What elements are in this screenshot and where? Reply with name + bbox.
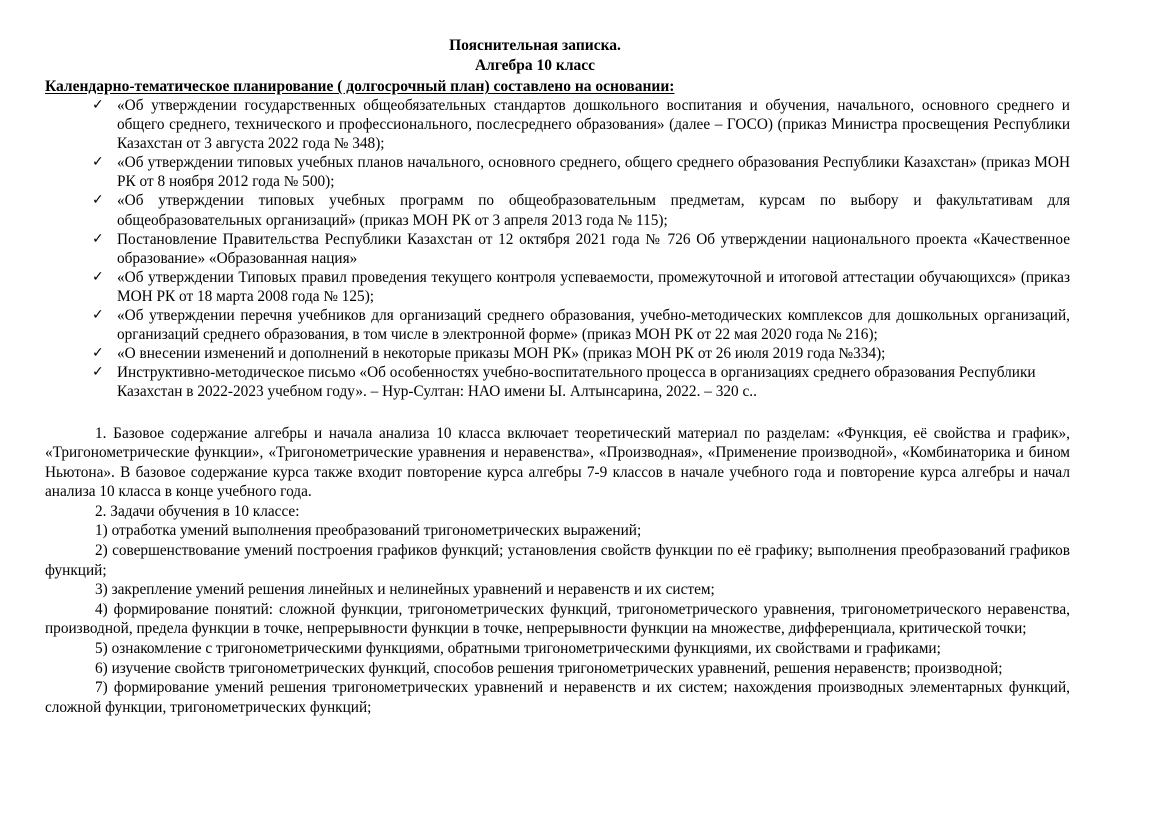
list-item-text: «Об утверждении типовых учебных планов начального, основного среднего, общего среднего образования Республики Казахстан» (приказ МОН РК от 8 ноября 2012 года № 500); <box>117 154 1070 191</box>
list-item-text: «Об утверждении типовых учебных программ по общеобразовательным предметам, курсам по выбору и факультативам для общеобразовательных организаций» (приказ МОН РК от 3 апреля 2013 года № 115); <box>117 192 1070 229</box>
paragraph: 3) закрепление умений решения линейных и нелинейных уравнений и неравенств и их систем; <box>95 581 715 599</box>
list-item-text: Инструктивно-методическое письмо «Об особенностях учебно-воспитательного процесса в организациях среднего образования Республики Казахстан в 2022-2023 учебном году». – Нур-Султан: НАО имени Ы. Алтынсарина, 2022. – 320 с.. <box>117 364 1036 401</box>
list-item-text: «Об утверждении Типовых правил проведения текущего контроля успеваемости, промежуточной и итоговой аттестации обучающихся» (приказ МОН РК от 18 марта 2008 года № 125); <box>117 268 1070 305</box>
list-item <box>45 344 1070 363</box>
check-icon: ✓ <box>92 364 104 381</box>
basis-heading <box>45 77 1070 96</box>
list-item <box>45 306 1070 344</box>
body-text-block <box>45 424 1070 718</box>
check-icon: ✓ <box>92 192 104 209</box>
list-item-text: «Об утверждении перечня учебников для организаций среднего образования, учебно-методических комплексов для дошкольных организаций, организаций среднего образования, в том числе в электронной форме» (приказ МОН РК от 22 мая 2020 года № 216); <box>117 307 1070 344</box>
paragraph: 4) формирование понятий: сложной функции, тригонометрических функций, тригонометрического уравнения, тригонометрического неравенства, производной, предела функции в точке, непрерывности функции в точке, непрерывности функции на множестве, дифференциала, критической точки; <box>45 600 1070 638</box>
list-item-text: Постановление Правительства Республики Казахстан от 12 октября 2021 года № 726 Об утверждении национального проекта «Качественное образование» «Образованная нация» <box>117 230 1070 267</box>
check-icon: ✓ <box>92 154 104 171</box>
paragraph: 1. Базовое содержание алгебры и начала анализа 10 класса включает теоретический материал по разделам: «Функция, её свойства и график», «Тригонометрические функции», «Тригонометрические уравнения и неравенства», «Производная», «Применение производной», «Комбинаторика и бином Ньютона». В базовое содержание курса также входит повторение курса алгебры 7-9 классов в начале учебного года и повторение курса алгебры и начал анализа 10 класса в конце учебного года. <box>45 424 1070 501</box>
list-item-text: «О внесении изменений и дополнений в некоторые приказы МОН РК» (приказ МОН РК от 26 июля 2019 года №334); <box>117 345 886 363</box>
document-title: Пояснительная записка. <box>449 37 621 54</box>
paragraph: 2. Задачи обучения в 10 классе: <box>95 502 300 520</box>
list-item <box>45 96 1070 153</box>
paragraph: 5) ознакомление с тригонометрическими функциями, обратными тригонометрическими функциями, их свойствами и графиками; <box>95 640 941 658</box>
check-icon: ✓ <box>92 345 104 362</box>
basis-list <box>45 96 1070 402</box>
paragraph: 1) отработка умений выполнения преобразований тригонометрических выражений; <box>95 522 642 540</box>
list-item <box>45 230 1070 268</box>
basis-heading-text: Календарно-тематическое планирование ( долгосрочный план) составлено на основании: <box>45 78 675 95</box>
paragraph: 6) изучение свойств тригонометрических функций, способов решения тригонометрических уравнений, решения неравенств; производной; <box>95 659 1003 677</box>
document-subtitle: Алгебра 10 класс <box>474 57 596 74</box>
check-icon: ✓ <box>92 230 104 247</box>
list-item <box>45 191 1070 229</box>
paragraph: 7) формирование умений решения тригонометрических уравнений и неравенств и их систем; нахождения производных элементарных функций, сложной функции, тригонометрических функций; <box>45 679 1070 716</box>
check-icon: ✓ <box>92 307 104 324</box>
check-icon: ✓ <box>92 97 104 113</box>
list-item <box>45 363 1070 401</box>
list-item <box>45 153 1070 191</box>
list-item <box>45 268 1070 306</box>
list-item-text: «Об утверждении государственных общеобязательных стандартов дошкольного воспитания и обучения, начального, основного среднего и общего среднего, технического и профессионального, послесреднего образования» (далее – ГОСО) (приказ Министра просвещения Республики Казахстан от 3 августа 2022 года № 348); <box>117 97 1070 153</box>
paragraph: 2) совершенствование умений построения графиков функций; установления свойств функции по её графику; выполнения преобразований графиков функций; <box>45 542 1070 579</box>
check-icon: ✓ <box>92 268 104 285</box>
